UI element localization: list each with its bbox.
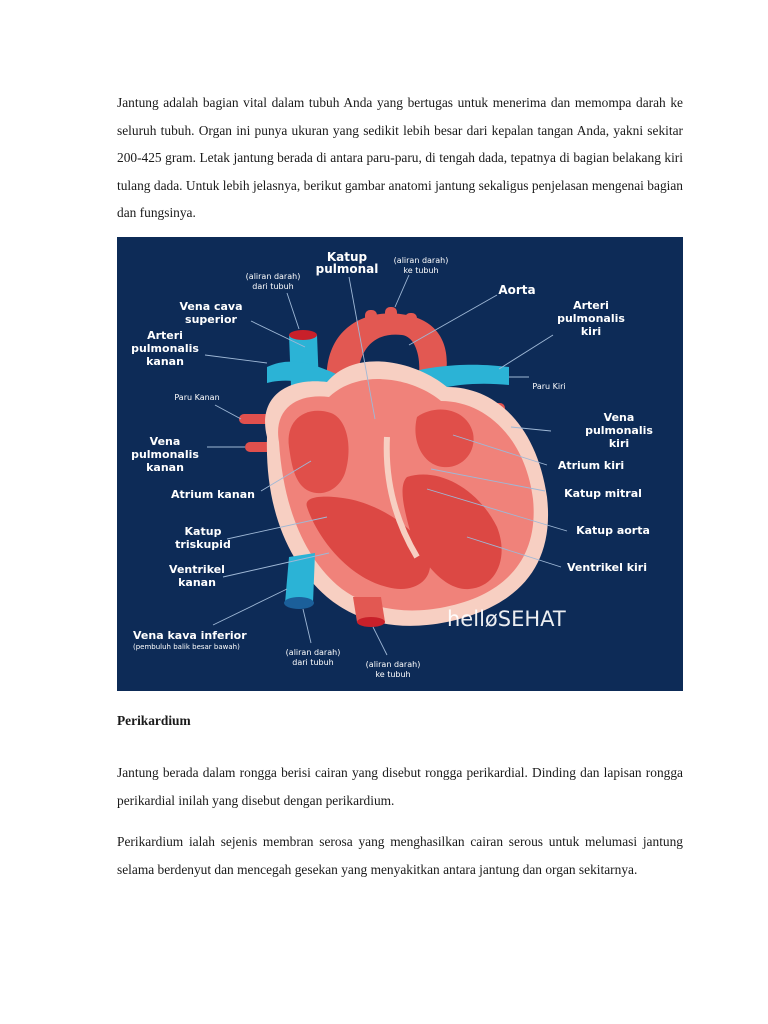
leader-line xyxy=(409,295,497,345)
label-aliran-dari-tubuh-bottom: (aliran darah) xyxy=(285,648,341,657)
hellosehat-logo: helløSEHAT xyxy=(447,607,566,631)
label-aliran-ke-tubuh-bottom-2: ke tubuh xyxy=(375,670,411,679)
leader-line xyxy=(205,355,267,363)
heart-anatomy-diagram xyxy=(117,237,683,691)
label-vena-cava-superior-2: superior xyxy=(185,313,237,326)
leader-line xyxy=(499,335,553,369)
label-paru-kiri: Paru Kiri xyxy=(532,382,566,391)
label-katup-pulmonal-2: pulmonal xyxy=(315,262,379,276)
label-vena-pulmonalis-kanan-2: pulmonalis xyxy=(131,448,199,461)
label-arteri-pulmonalis-kanan: Arteri xyxy=(147,329,183,342)
label-arteri-pulmonalis-kiri: Arteri xyxy=(573,299,609,312)
leader-line xyxy=(215,405,241,419)
label-atrium-kiri: Atrium kiri xyxy=(557,459,625,472)
label-vena-pulmonalis-kanan-3: kanan xyxy=(146,461,184,474)
label-aliran-dari-tubuh-top-2: dari tubuh xyxy=(252,282,294,291)
label-aliran-ke-tubuh-top-2: ke tubuh xyxy=(403,266,439,275)
label-vena-pulmonalis-kanan: Vena xyxy=(149,435,181,448)
label-aliran-ke-tubuh-top: (aliran darah) xyxy=(393,256,449,265)
leader-line xyxy=(395,275,409,307)
label-arteri-pulmonalis-kiri-3: kiri xyxy=(580,325,602,338)
label-aliran-ke-tubuh-bottom: (aliran darah) xyxy=(365,660,421,669)
label-aorta: Aorta xyxy=(498,283,536,297)
label-vena-pulmonalis-kiri-2: pulmonalis xyxy=(585,424,653,437)
label-katup-pulmonal: Katup xyxy=(326,250,368,264)
label-vena-pulmonalis-kiri: Vena xyxy=(603,411,635,424)
label-katup-triskupid: Katup xyxy=(184,525,222,538)
paragraph-perikardium-function: Perikardium ialah sejenis membran serosa yang menghasilkan cairan serous untuk melumasi jantung selama berdenyut dan mencegah gesekan yang menyakitkan antara jantung dan organ sekitarnya. xyxy=(117,834,683,877)
label-arteri-pulmonalis-kanan-2: pulmonalis xyxy=(131,342,199,355)
label-ventrikel-kanan-2: kanan xyxy=(178,576,216,589)
paragraph-perikardial: Jantung berada dalam rongga berisi cairan yang disebut rongga perikardial. Dinding dan lapisan rongga perikardial inilah yang disebut dengan perikardium. xyxy=(117,765,683,808)
label-katup-triskupid-2: triskupid xyxy=(175,538,231,551)
label-atrium-kanan: Atrium kanan xyxy=(171,488,255,501)
label-katup-aorta: Katup aorta xyxy=(576,524,650,537)
label-vena-pulmonalis-kiri-3: kiri xyxy=(608,437,630,450)
label-vena-kava-inferior-note: (pembuluh balik besar bawah) xyxy=(133,643,240,651)
label-ventrikel-kiri: Ventrikel kiri xyxy=(566,561,648,574)
label-arteri-pulmonalis-kiri-2: pulmonalis xyxy=(557,312,625,325)
label-katup-mitral: Katup mitral xyxy=(564,487,642,500)
label-arteri-pulmonalis-kanan-3: kanan xyxy=(146,355,184,368)
label-ventrikel-kanan: Ventrikel xyxy=(169,563,225,576)
leader-line xyxy=(213,589,287,625)
section-heading-perikardium: Perikardium xyxy=(117,713,191,728)
leader-line xyxy=(303,609,311,643)
label-paru-kanan: Paru Kanan xyxy=(174,393,220,402)
label-vena-kava-inferior: Vena kava inferior xyxy=(133,629,247,642)
label-aliran-dari-tubuh-top: (aliran darah) xyxy=(245,272,301,281)
leader-line xyxy=(373,627,387,655)
heart-illustration xyxy=(239,307,548,627)
label-aliran-dari-tubuh-bottom-2: dari tubuh xyxy=(292,658,334,667)
leader-line xyxy=(287,293,299,329)
label-vena-cava-superior: Vena cava xyxy=(179,300,243,313)
intro-paragraph: Jantung adalah bagian vital dalam tubuh Anda yang bertugas untuk menerima dan memompa darah ke seluruh tubuh. Organ ini punya ukuran yang sedikit lebih besar dari kepalan tangan Anda, yakni sekitar 200-425 gram. Letak jantung berada di antara paru-paru, di tengah dada, tepatnya di bagian belakang kiri tulang dada. Untuk lebih jelasnya, berikut gambar anatomi jantung sekaligus penjelasan mengenai bagian dan fungsinya. xyxy=(117,95,683,220)
